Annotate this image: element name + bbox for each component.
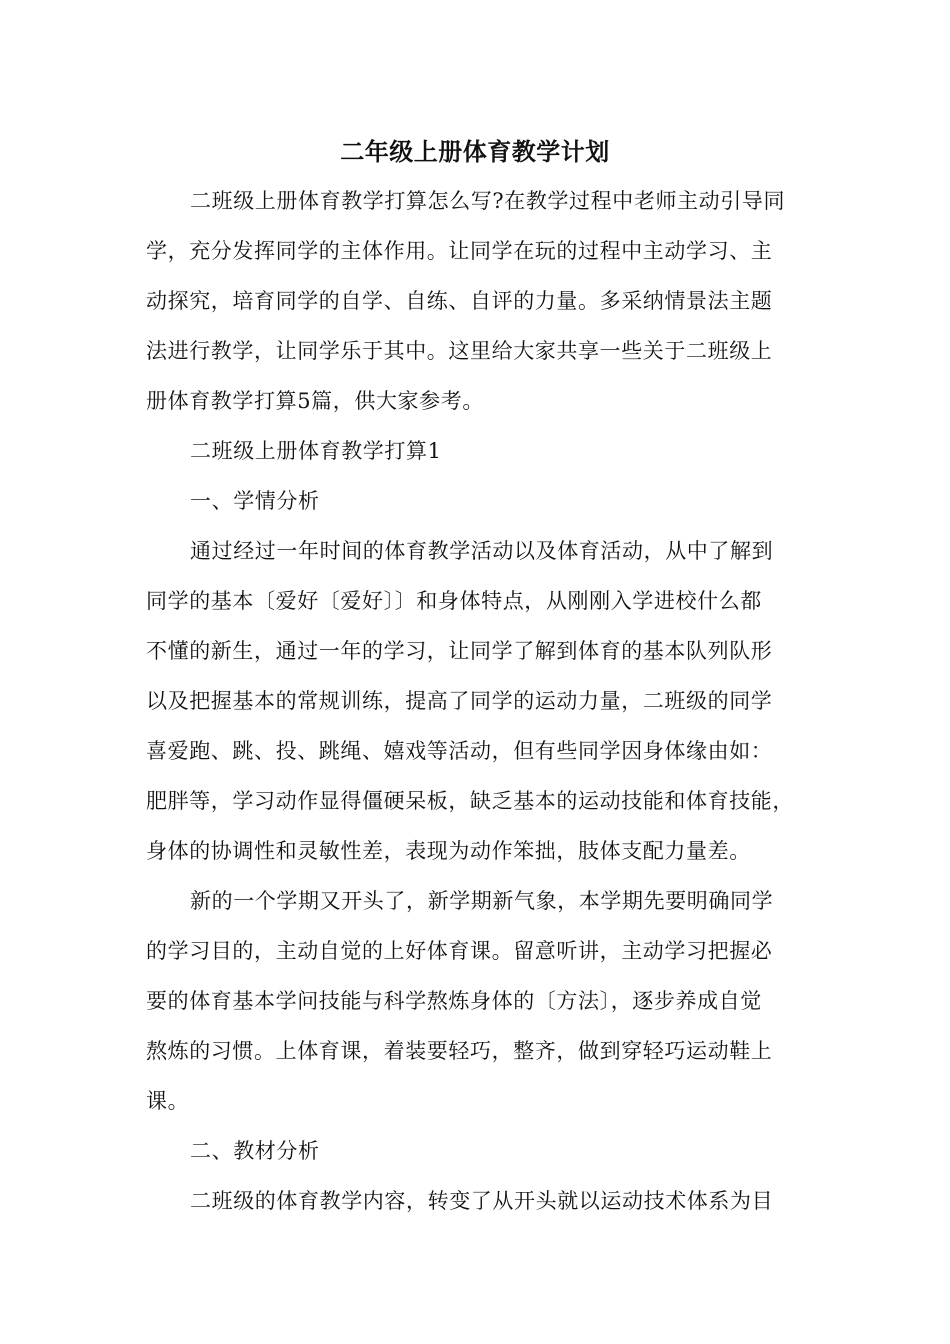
section-heading: 二班级上册体育教学打算1 — [190, 439, 442, 463]
paragraph-line: 动探究，培育同学的自学、自练、自评的力量。多采纳情景法主题 — [146, 289, 773, 313]
section-heading: 二、教材分析 — [190, 1139, 320, 1163]
paragraph-line: 以及把握基本的常规训练，提高了同学的运动力量，二班级的同学 — [146, 689, 773, 713]
paragraph-line: 要的体育基本学问技能与科学熬炼身体的〔方法〕，逐步养成自觉 — [146, 989, 762, 1013]
paragraph-line: 学，充分发挥同学的主体作用。让同学在玩的过程中主动学习、主 — [146, 239, 773, 263]
document-title: 二年级上册体育教学计划 — [340, 137, 610, 166]
paragraph-line: 册体育教学打算5篇，供大家参考。 — [146, 389, 484, 413]
paragraph-line: 身体的协调性和灵敏性差，表现为动作笨拙，肢体支配力量差。 — [146, 839, 751, 863]
paragraph-line: 熬炼的习惯。上体育课，着装要轻巧，整齐，做到穿轻巧运动鞋上 — [146, 1039, 773, 1063]
paragraph-line: 的学习目的，主动自觉的上好体育课。留意听讲，主动学习把握必 — [146, 939, 773, 963]
paragraph-line: 二班级上册体育教学打算怎么写?在教学过程中老师主动引导同 — [190, 189, 786, 213]
paragraph-line: 喜爱跑、跳、投、跳绳、嬉戏等活动，但有些同学因身体缘由如： — [146, 739, 773, 763]
paragraph-line: 法进行教学，让同学乐于其中。这里给大家共享一些关于二班级上 — [146, 339, 773, 363]
paragraph-line: 通过经过一年时间的体育教学活动以及体育活动，从中了解到 — [190, 539, 774, 563]
paragraph-line: 肥胖等，学习动作显得僵硬呆板，缺乏基本的运动技能和体育技能， — [146, 789, 794, 813]
paragraph-line: 新的一个学期又开头了，新学期新气象，本学期先要明确同学 — [190, 889, 774, 913]
paragraph-line: 不懂的新生，通过一年的学习，让同学了解到体育的基本队列队形 — [146, 639, 773, 663]
paragraph-line: 二班级的体育教学内容，转变了从开头就以运动技术体系为目 — [190, 1189, 774, 1213]
paragraph-line: 课。 — [146, 1089, 190, 1113]
paragraph-line: 同学的基本〔爱好〔爱好〕〕和身体特点，从刚刚入学进校什么都 — [146, 589, 762, 613]
section-heading: 一、学情分析 — [190, 489, 320, 513]
